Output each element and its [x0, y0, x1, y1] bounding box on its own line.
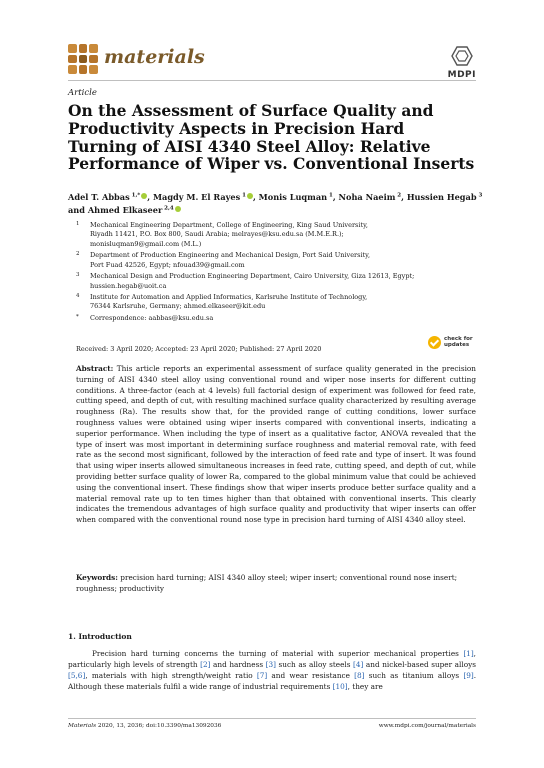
citation-link[interactable]: [1] [463, 649, 474, 658]
citation-link[interactable]: [10] [332, 682, 348, 692]
check-badge-line2: updates [444, 341, 470, 348]
journal-name: materials [104, 46, 205, 68]
paragraph-text: , particularly high levels of strength [68, 649, 476, 670]
affiliation-mark: 1 [76, 221, 80, 227]
author-name: Hussien Hegab [406, 192, 477, 202]
paragraph-text: , materials with high strength/weight ratio [85, 671, 257, 681]
paragraph-text: such as titanium alloys [364, 671, 464, 681]
footer-divider [68, 718, 476, 719]
paragraph-text: and hardness [210, 660, 266, 670]
paragraph-text: . Although these materials fulfil a wide range of industrial requirements [68, 671, 477, 692]
affiliation-text: Mechanical Engineering Department, College of Engineering, King Saud University, Riyadh 11421, P.O. Box 800, Saudi Arabia; melrayes@ksu.edu.sa (M.M.E.R.); monisluqman9@gmail.com (M.L.) [90, 221, 368, 248]
citation-link[interactable]: [8] [354, 671, 365, 681]
author-affiliation-mark: 3 [476, 192, 483, 199]
affiliation-text: Institute for Automation and Applied Informatics, Karlsruhe Institute of Technology, 76344 Karlsruhe, Germany; ahmed.elkaseer@kit.edu [90, 292, 368, 311]
publisher-name: MDPI [447, 70, 476, 80]
citation-link[interactable]: [2] [200, 660, 211, 670]
author-name: Adel T. Abbas [68, 192, 130, 202]
author-affiliation-mark: 1 [327, 192, 333, 199]
citation-link[interactable]: [5,6] [68, 671, 86, 681]
author-name: Magdy M. El Rayes [152, 192, 241, 202]
author-affiliation-mark: 2,4 [162, 204, 174, 211]
paragraph-text: and nickel-based super alloys [363, 660, 476, 670]
article-title: On the Assessment of Surface Quality and Productivity Aspects in Precision Hard Turning of AISI 4340 Steel Alloy: Relative Performance of Wiper vs. Conventional Inserts [68, 101, 475, 174]
footer-citation [68, 723, 221, 729]
affiliation-item [76, 293, 486, 312]
keywords-label: Keywords: [76, 573, 118, 582]
abstract-text: This article reports an experimental assessment of surface quality generated in the precision turning of AISI 4340 steel alloy using conventional round and wiper nose inserts for different cutting conditions. A three-factor (each at 4 levels) full factorial design of experiment was followed for feed rate, cutting speed, and depth of cut, with resulting machined surface quality characterized by resulting average roughness (Ra). The results show that, for the provided range of cutting conditions, lower surface roughness values were obtained using wiper inserts compared with conventional inserts, indicating a superior performance. When including the type of insert as a qualitative factor, ANOVA revealed that the type of insert was most important in determining surface roughness and material removal rate, with feed rate as the second most significant, followed by the interaction of feed rate and type of insert. It was found that using wiper inserts allowed simultaneous increases in feed rate, cutting speed, and depth of cut, while providing better surface quality of lower Ra, compared to the global minimum value that could be achieved using the conventional insert. These findings show that wiper inserts produce better surface quality and a material removal rate up to ten times higher than that obtained with conventional inserts. This clearly indicates the tremendous advantages of high surface quality and productivity that wiper inserts can offer when compared with the conventional round nose type in precision hard turning of AISI 4340 alloy steel. [76, 364, 476, 525]
author-name: Noha Naeim [338, 192, 396, 202]
affiliation-item [76, 314, 486, 323]
section-heading: 1. Introduction [68, 632, 132, 641]
affiliation-item [76, 251, 486, 270]
author-name: and Ahmed Elkaseer [68, 204, 163, 215]
footer-journal: Materials [68, 723, 97, 729]
paragraph-text: Precision hard turning concerns the turning of material with superior mechanical properties [92, 649, 464, 658]
article-type: Article [68, 88, 97, 98]
affiliations [76, 221, 486, 325]
materials-logo-icon [68, 44, 98, 74]
author-affiliation-mark: 1 [240, 192, 246, 199]
affiliation-mark: 3 [76, 272, 80, 279]
citation-link[interactable]: [7] [256, 671, 268, 681]
check-mark-icon [428, 336, 441, 349]
citation-link[interactable]: [3] [265, 660, 276, 670]
abstract [76, 364, 476, 526]
header-divider [68, 80, 476, 81]
author-name: Monis Luqman [258, 192, 328, 202]
author-affiliation-mark: 2 [395, 192, 402, 199]
footer-citation-text: 2020, 13, 2036; doi:10.3390/ma13092036 [96, 723, 222, 729]
paragraph-text: such as alloy steels [275, 660, 354, 670]
citation-link[interactable]: [4] [353, 660, 364, 670]
affiliation-text: Mechanical Design and Production Engineering Department, Cairo University, Giza 12613, Egypt; hussien.hegab@uoit.ca [90, 272, 415, 290]
orcid-icon[interactable] [175, 206, 181, 212]
keywords-text: precision hard turning; AISI 4340 alloy steel; wiper insert; conventional round nose insert; roughness; productivity [76, 573, 458, 593]
publisher-logo [448, 46, 476, 80]
check-badge-line1: check for [444, 335, 473, 342]
affiliation-text: Correspondence: aabbas@ksu.edu.sa [90, 313, 214, 322]
footer-url[interactable]: www.mdpi.com/journal/materials [378, 723, 476, 729]
affiliation-mark: 4 [76, 292, 80, 299]
author-list: Adel T. Abbas $^{1,*}$ , Magdy M. El Rayes $^1$ , Monis Luqman $^1$, Noha Naeim $^2$, Hussien Hegab $^3$ and Ahmed Elkaseer $^{2,4}$ [68, 192, 483, 215]
publication-dates: Received: 3 April 2020; Accepted: 23 April 2020; Published: 27 April 2020 [76, 345, 322, 353]
citation-link[interactable]: [9] [463, 671, 474, 681]
intro-paragraph [68, 648, 476, 692]
affiliation-mark: * [76, 313, 79, 320]
author-affiliation-mark: 1,* [129, 192, 141, 199]
affiliation-text: Department of Production Engineering and Mechanical Design, Port Said University, Port Fuad 42526, Egypt; nfouad39@gmail.com [90, 251, 371, 269]
affiliation-item [76, 272, 486, 291]
keywords [76, 573, 476, 595]
mdpi-hexagon-icon [451, 46, 473, 66]
check-for-updates-badge[interactable] [428, 336, 473, 349]
abstract-label: Abstract: [76, 364, 114, 373]
affiliation-mark: 2 [76, 251, 80, 258]
paragraph-text: , they are [347, 682, 383, 692]
affiliation-item [76, 221, 486, 249]
paragraph-text: and wear resistance [267, 671, 355, 681]
